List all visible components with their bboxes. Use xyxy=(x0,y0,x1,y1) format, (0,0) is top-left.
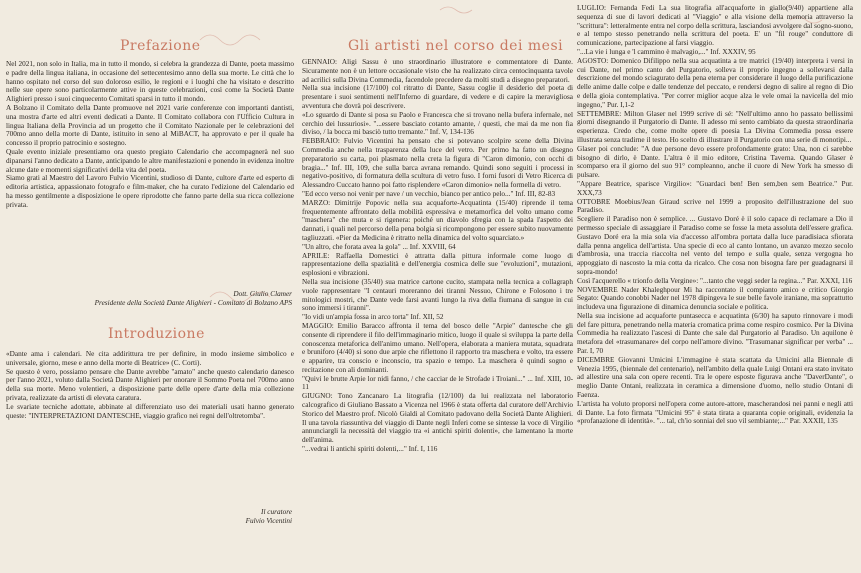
introduzione-signature: Il curatore Fulvio Vicentini xyxy=(245,508,292,525)
prefazione-text: Nel 2021, non solo in Italia, ma in tutto il mondo, si celebra la grandezza di Dante, poeta massimo e padre della lingua italiana, in occasione del settecentesimo anno della sua morte. Le città che lo hanno ospitato nel corso del suo doloroso esilio, le regioni e i luoghi che ha visitato e descritto nelle sue opere sono particolarmente attive in queste celebrazioni, così come la Società Dante Alighieri presso i suoi cinquecento Comitati sparsi in tutto il mondo. A Bolzano il Comitato della Dante promuove nel 2021 varie conferenze con importanti dantisti, una mostra d'arte ed altri eventi dedicati a Dante. Il Comitato collabora con l'Ufficio Cultura in lingua Italiana della Provincia ad un progetto che il Comitato Nazionale per le celebrazioni del 700mo anno della morte di Dante, istituito in seno al MiBACT, ha approvato e per il quale ha concesso il proprio patrocinio e sostegno. Quale evento iniziale presentiamo ora questo pregiato Calendario che accompagnerà nel suo dipanarsi l'anno dedicato a Dante, anticipando le altre manifestazioni e ponendo in evidenza inoltre alcune date e momenti significativi della vita del poeta. Siamo grati al Maestro del Lavoro Fulvio Vicentini, studioso di Dante, cultore d'arte ed esperto di editoria artistica, appassionato fotografo e film-maker, che ha curato l'edizione del Calendario ed ha messo gentilmente a disposizione le opere riprodotte che fanno parte della sua ricca collezione privata. xyxy=(6,60,294,209)
prefazione-signature: Dott. Giulio Clamer Presidente della Società Dante Alighieri - Comitato di Bolzano APS xyxy=(94,290,292,307)
introduzione-title: Introduzione xyxy=(108,326,205,342)
introduzione-text: «Dante ama i calendari. Ne cita addirittura tre per definire, in modo insieme simbolico e universale, giorno, mese e anno della morte di Beatrice» (C. Corti). Se questo è vero, possiamo pensare che Dante avrebbe "amato" anche questo calendario danesco per l'anno 2021, voluto dalla Società Dante Alighieri per onorare il Sommo Poeta nel 700mo anno della sua morte. Meno volentieri, a disposizione parte delle opere d'arte della mia collezione privata, realizzate da artisti di elevata caratura. Le svariate tecniche adottate, abbinate al differenziato uso dei materiali usati hanno generato queste: "INTERPRETAZIONI DANTESCHE, viaggio grafico nei regni dell'oltretomba". xyxy=(6,350,294,420)
artists-title: Gli artisti nel corso dei mesi xyxy=(348,38,564,54)
prefazione-title: Prefazione xyxy=(120,38,201,54)
artists-months-continued: LUGLIO: Fernanda Fedi La sua litografia all'acquaforte in giallo(9/40) appartiene alla sequenza di sue di lavori dedicati al "Viaggio" e alla visione della memoria attraverso la "scrittura": letteralmente entra nel corpo della scrittura, lasciandosi avvolgere dal sogno-suono, e al tempo stesso penetrando nella scrittura del poeta. E' un "fil rouge" conduttore di comunicazione, partecipazione al farsi viaggio. "...La vie i lunga e 'l cammino è malvagio,..." Inf. XXXIV, 95 AGOSTO: Domenico Difilippo nella sua acquatinta a tre matrici (19/40) interpreta i versi in cui Dante, nel primo canto del Purgatorio, solleva il proprio ingegno a sollevarsi dalla descrizione del mondo sciagurato della pena eterna per considerare il luogo della purificazione delle anime dalle colpe e dalle tendenze del peccato, e rendersi degno di salire al regno di Dio e della gioia contemplativa. "Per correr miglior acque alza le vele omai la navicella del mio ingegno," Pur. I,1-2 SETTEMBRE: Milton Glaser nel 1999 scrive di sé: "Nell'ultimo anno ho passato bellissimi giorni disegnando il Purgatorio di Dante. Il adesso mi sento cambiato da questa straordinaria esperienza. Credo che, come molte opere di poesia La Divina Commedia possa essere illustrata senza tradirne il testo. Ho scelto di illustrare il Purgatorio con una serie di monotipi... Glaser poi conclude: "A due persone devo essere profondamente grato: Una, non ci sarebbe bisogno di dirlo, è Dante. L'altra è il mio editore, Cristina Taverna. Quando Glaser è scomparso era il giorno del suo 91° compleanno, anche il cuore di New York ha smesso di pulsare. "Appare Beatrice, sparisce Virgilio»: "Guardaci ben! Ben sem,ben sem Beatrice." Pur. XXX,73 OTTOBRE Moebius/Jean Giraud scrive nel 1999 a proposito dell'illustrazione del suo Paradiso. Scegliere il Paradiso non è semplice. ... Gustavo Doré è il solo capace di reclamare a Dio il permesso speciale di assaggiare il Paradiso come se fosse la meta assoluta dell'essere grafica. Gustavo Doré era la mia sola via d'accesso all'ombra portata dalla luce paradisiaca sfiorata dalla penna angelica dell'artista. Una specie di eco al canto lontano, un avanzo mezzo secolo d'ambrosia, una traccia riaccolta nel vento del tempo e sulla quale, senza vergogna ho appoggiato di nascosto la mia cotta da ricalco. Che cosa non bisogna fare per guadagnarsi il sopra-mondo! Così l'acquerello « trionfo della Vergine»: "...tanto che veggi seder la regina..." Par. XXXI, 116 NOVEMBRE Nader Khaleghpour Mi ha raccontato il compianto amico e critico Giorgio Segato: Quando conobbi Nader nel 1978 dipingeva le sue belle favole iraniane, ma soprattutto includeva una figurazione di dinamica denuncia sociale e politica. Nella sua incisione ad acquaforte puntasecca e acquatinta (6/30) ha saputo rinnovare i modi del fare pittura, penetrando nella materia cromatica prima come respiro cosmico. Per la Divina Commedia ha realizzato l'ascesi di Dante che sale dal Purgatorio al Paradiso. Un aquilone è metafora del «trasumanare» del corpo nell'amore divino. "Trasumanar significar per verba" ... Par. I, 70 DICEMBRE Giovanni Umicini L'immagine è stata scattata da Umicini alla Biennale di Venezia 1995, (biennale del centenario), nell'ambito della quale Luigi Ontani era stato invitato ad allestire una sala con opere recenti. Tra le opere esposte figurava anche "DaverDante", o meglio Dante Ontani, realizzata in ceramica a dimensione d'uomo, nello studio Ontani di Faenza. L'artista ha voluto proporsi nell'opera come autore-attore, mascherandosi nei panni e negli atti di Dante. La foto firmata "Umicini 95" è stata tirata a quaranta copie originali, evidenzia la «profanazione di identità». "... tal, ch'io sonniai del suo vil sembiante;..." Par. XXXII, 135 xyxy=(577,4,853,426)
artists-months-text: GENNAIO: Aligi Sassu è uno straordinario illustratore e commentatore di Dante. Sicuramente non è un lettore occasionale visto che ha realizzato circa centocinquanta tavole ad acrilici sulla Divina Commedia, facendole precedere da molti studi a disegno preparatori. Nella sua incisione (17/100) col ritratto di Dante, Sassu coglie il desiderio del poeta di presentare i suoi sentimenti nell'Inferno di guardare, di vedere e di capire la meravigliosa avventura che dovrà poi descrivere. «Lo sguardo di Dante si posa su Paolo e Francesca che si trovano nella bufera infernale, nel cerchio dei lussuriosi». "...essere basciato cotanto amante, / questi, che mai da me non fia diviso, / la bocca mi basciò tutto tremante." Inf. V, 134-136 FEBBRAIO: Fulvio Vicentini ha pensato che si potevano scolpire scene della Divina Commedia anche nella trasparenza della luce del vetro. Per primo ha fatto un disegno preparatorio su carta, poi plasmato nella creta la figura di "Caron dimonio, con occhi di bragia..." Inf. III, 109, che sulla barca avrana remando. Quindi sono seguiti i processi in negativo-positivo, di formatura della scultura di vetro fuso. I forni fusori di Vetro Ricerca di Alessandro Cuccato hanno poi fatto risplendere «Caron dimonio» nella formella di vetro. "Ed ecco verso noi venir per nave / un vecchio, bianco per antico pelo..." Inf. III, 82-83 MARZO: Dimitrije Popovic nella sua acquaforte-Acquatinta (15/40) riprende il tema frequentemente affrontato della mobilità espressiva e metamorfica del volto umano come "maschera" che muta e si rigenera: poiché un diavolo sfregia con la spada l'aspetto dei dannati, i quali nel percorso della pena bolgia si ricompongono per essere subito nuovamente tagliuzzati. «Pier da Medicina è ritratto nella dinamica del volto squarciato.» "Un altro, che forata avea la gola" ... Inf. XXVIII, 64 APRILE: Raffaella Domestici è attratta dalla pittura informale come luogo di rappresentazione della spazialità e dell'energia cosmica delle sue "evoluzioni", mutazioni, esplosioni e vibrazioni. Nella sua incisione (35/40) sua matrice cartone cucito, stampata nella tecnica a collagraph vuole rappresentare "I centauri moreranno dei tiranni Nessuo, Chirone e Folosono i tre mitologici mostri, che Dante vede farsi avanti lungo la riva della fiumana di sangue in cui sono immersi i tiranni". "Io vidi un'ampia fossa in arco torta" Inf. XII, 52 MAGGIO: Emilio Baracco affronta il tema del bosco delle "Arpie" dantesche che gli consente di riprendere il filo dell'immaginario mitico, luogo il quale si sviluppa la parte della conoscenza metaforica dell'animo umano. Nell'opera, elaborata a maniera mutata, squadrata e bruniforo (4/40) si sono due arpie che riflettono il rapporto tra maschera e volto, tra essere e apparire, tra conscio e inconscio, tra spazio e tempo. La maschera è quindi sogno e recitazione con ali dominanti. "Quivi le brutte Arpie lor nidi fanno, / che cacciar de le Strofade i Troiani..." ... Inf. XIII, 10-11 GIUGNO: Tono Zancanaro La litografia (12/100) da lui realizzata nel laboratorio calcografico di Giuliano Bassato a Vicenza nel 1966 è stata offerta dal curatore dell'Archivio Storico del Maestro prof. Nicolò Gialdi al Comitato padovano della Società Dante Alighieri. Il una tavola riassuntiva del viaggio di Dante negli Inferi come se sintesse la voce di Virgilio annunciargli la necessità del viaggio tra «i antichi spiriti dolenti», che lamentano la morte dell'anima. "...vedrai li antichi spiriti dolenti,..." Inf. I, 116 xyxy=(302,58,573,454)
